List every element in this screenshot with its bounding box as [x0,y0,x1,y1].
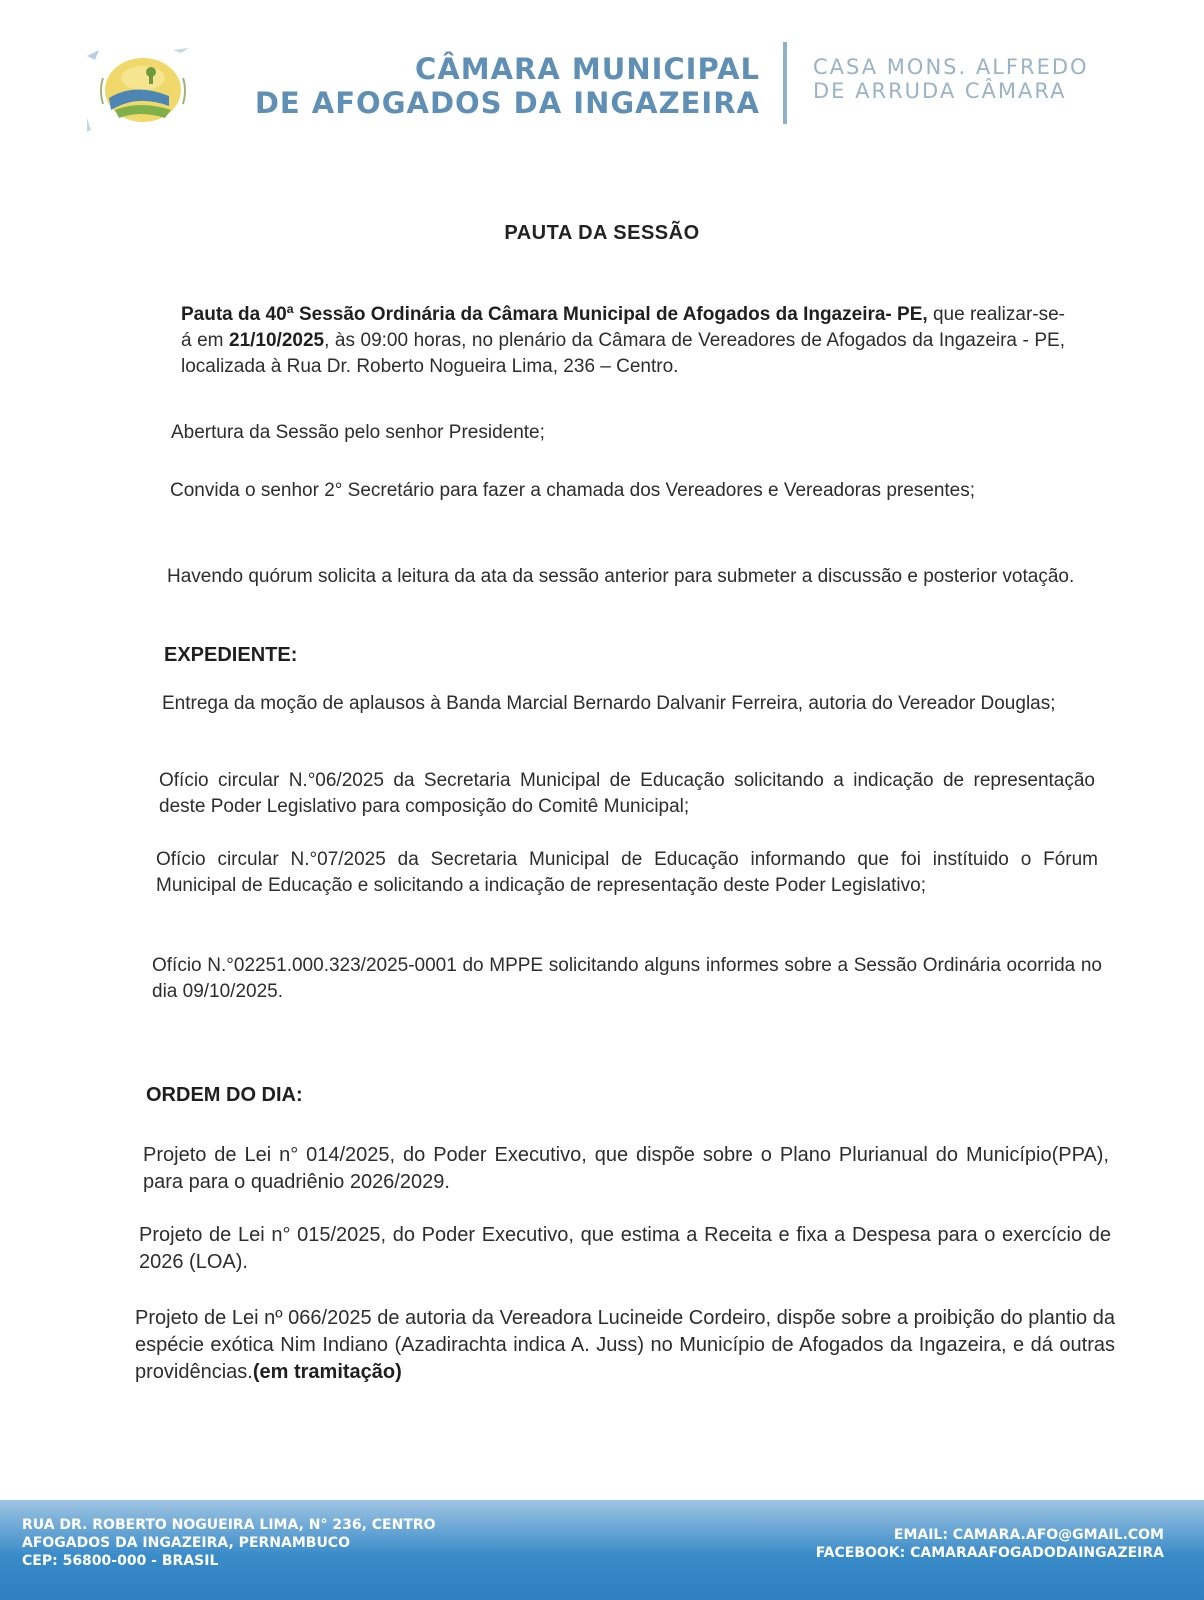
footer-band [0,1500,1204,1600]
brand-line-2: DE AFOGADOS DA INGAZEIRA [254,86,760,120]
letterhead [0,0,1204,150]
ordem-item-3-text: Projeto de Lei nº 066/2025 de autoria da Vereadora Lucineide Cordeiro, dispõe sobre a proibição do plantio da espécie exótica Nim Indiano (Azadirachta indica A. Juss) no Município de Afogados da Ingazeira, e dá outras providências. [135,1307,1115,1383]
opening-item-3: Havendo quórum solicita a leitura da ata da sessão anterior para submeter a discussão e posterior votação. [167,566,1075,587]
brand-title [200,52,760,120]
ordem-heading: ORDEM DO DIA: [146,1084,303,1106]
footer-address-3: CEP: 56800-000 - BRASIL [22,1553,219,1569]
expediente-heading: EXPEDIENTE: [164,644,298,666]
ordem-item-3 [135,1305,1115,1386]
expediente-item-1: Entrega da moção de aplausos à Banda Marcial Bernardo Dalvanir Ferreira, autoria do Vereador Douglas; [162,693,1056,714]
intro-text-1: que realizar-se-á em [181,304,1065,351]
status-badge: (em tramitação) [252,1361,402,1383]
ordem-item-2: Projeto de Lei n° 015/2025, do Poder Executivo, que estima a Receita e fixa a Despesa para o exercício de 2026 (LOA). [139,1224,1111,1273]
casa-line-2: DE ARRUDA CÂMARA [813,79,1067,103]
intro-paragraph [181,302,1065,380]
opening-item-2: Convida o senhor 2° Secretário para fazer a chamada dos Vereadores e Vereadoras presentes; [170,480,976,501]
footer-address [22,1516,436,1570]
intro-text-2: , às 09:00 horas, no plenário da Câmara de Vereadores de Afogados da Ingazeira - PE, localizada à Rua Dr. Roberto Nogueira Lima, 236 – Centro. [181,330,1065,377]
camara-logo-icon [85,48,195,133]
intro-bold: Pauta da 40ª Sessão Ordinária da Câmara Municipal de Afogados da Ingazeira- PE, [181,304,928,325]
header-divider [783,42,787,124]
brand-line-1: CÂMARA MUNICIPAL [415,52,760,86]
footer-contacts [816,1526,1164,1562]
footer-address-2: AFOGADOS DA INGAZEIRA, PERNAMBUCO [22,1535,350,1551]
opening-item-1: Abertura da Sessão pelo senhor Presidente; [171,422,545,443]
footer-email: EMAIL: CAMARA.AFO@GMAIL.COM [893,1527,1164,1543]
session-date: 21/10/2025 [229,330,325,351]
document-title: PAUTA DA SESSÃO [504,222,700,244]
expediente-item-4: Ofício N.°02251.000.323/2025-0001 do MPPE solicitando alguns informes sobre a Sessão Ordinária ocorrida no dia 09/10/2025. [152,955,1102,1002]
expediente-item-2: Ofício circular N.°06/2025 da Secretaria Municipal de Educação solicitando a indicação de representação deste Poder Legislativo para composição do Comitê Municipal; [159,770,1095,817]
ordem-item-1: Projeto de Lei n° 014/2025, do Poder Executivo, que dispõe sobre o Plano Plurianual do Município(PPA), para para o quadriênio 2026/2029. [143,1144,1109,1193]
footer-address-1: RUA DR. ROBERTO NOGUEIRA LIMA, N° 236, CENTRO [22,1517,436,1533]
casa-line-1: CASA MONS. ALFREDO [813,55,1089,79]
footer-facebook: FACEBOOK: CAMARAAFOGADODAINGAZEIRA [815,1545,1164,1561]
casa-subtitle [813,55,1089,103]
expediente-item-3: Ofício circular N.°07/2025 da Secretaria Municipal de Educação informando que foi instítuido o Fórum Municipal de Educação e solicitando a indicação de representação deste Poder Legislativo; [156,849,1098,896]
